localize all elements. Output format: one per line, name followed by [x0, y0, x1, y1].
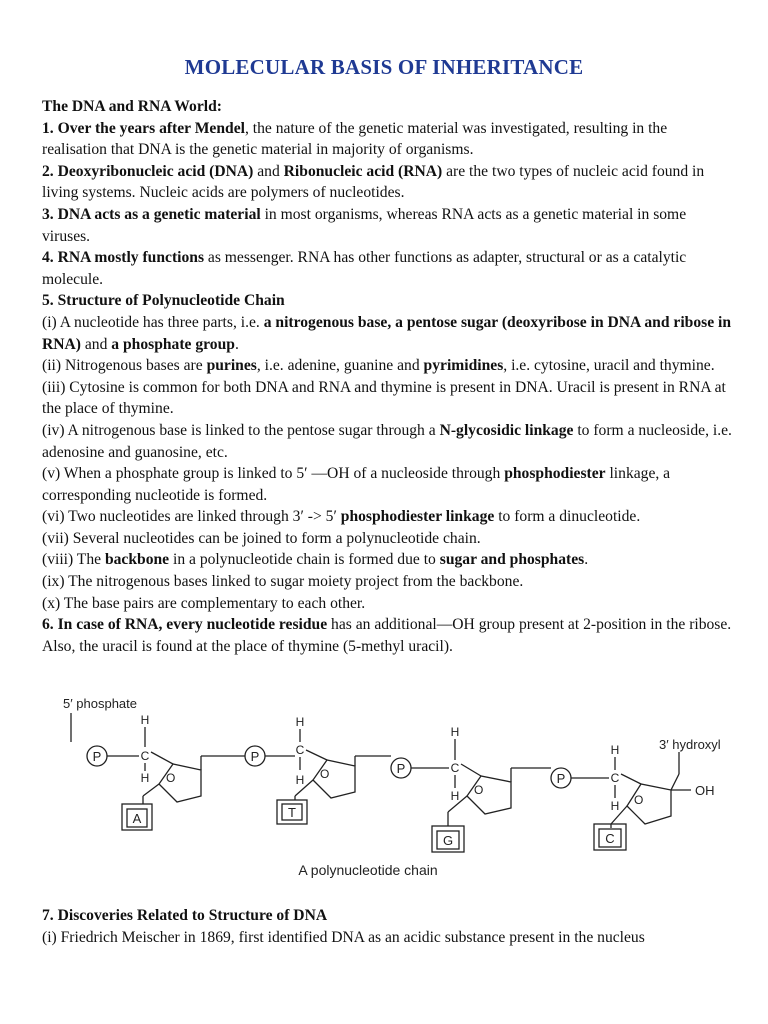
p6-text: has an additional—OH group present at 2-position in the ribose. Also, the uracil is found at the place of thymine (5-methyl uracil).: [42, 616, 732, 655]
p2-bold-1: Deoxyribonucleic acid (DNA): [57, 162, 254, 180]
page-title: MOLECULAR BASIS OF INHERITANCE: [184, 55, 584, 79]
carbon-3: C: [450, 761, 460, 775]
p2-text-1: and: [253, 162, 284, 180]
hydrogen-bottom-1: H: [140, 771, 150, 785]
p2-number: 2.: [42, 162, 58, 180]
ring-oxygen-2: O: [320, 767, 330, 781]
section-7-heading-text: 7. Discoveries Related to Structure of DNA: [42, 907, 328, 924]
p5ii-text-1: (ii) Nitrogenous bases are: [42, 357, 207, 375]
p5ii-bold-2: pyrimidines: [423, 357, 504, 375]
hydrogen-top-3: H: [450, 725, 460, 739]
base-label-3: G: [442, 833, 454, 848]
p5iv-text-2: to form a nucleoside, i.e. adenosine and guanosine, etc.: [42, 421, 732, 461]
ring-oxygen-1: O: [166, 771, 176, 785]
hydrogen-bottom-3: H: [450, 789, 460, 803]
section-5-heading-text: 5. Structure of Polynucleotide Chain: [42, 292, 285, 310]
p5i-bold-1: a nitrogenous base, a pentose sugar (deoxyribose in DNA and ribose in RNA): [42, 313, 732, 353]
paragraph-6: [42, 614, 732, 657]
nucleotide-3: [391, 725, 551, 852]
carbon-4: C: [610, 771, 620, 785]
paragraph-4: [42, 247, 732, 290]
p3-bold: DNA acts as a genetic material: [57, 205, 261, 223]
item-7-i: (i) Friedrich Meischer in 1869, first identified DNA as an acidic substance present in the nucleus: [42, 928, 645, 946]
p4-bold: RNA mostly functions: [57, 249, 205, 267]
nucleotide-1: [87, 713, 245, 830]
item-5-ii: [42, 355, 732, 377]
p5vi-text-2: to form a dinucleotide.: [494, 508, 641, 526]
hydrogen-top-1: H: [140, 713, 150, 727]
item-5-vii: (vii) Several nucleotides can be joined to form a polynucleotide chain.: [42, 529, 481, 547]
p1-text: , the nature of the genetic material was investigated, resulting in the realisation that DNA is the genetic material in majority of organisms.: [42, 119, 668, 159]
p5vi-text-1: (vi) Two nucleotides are linked through 3′ -> 5′: [42, 508, 341, 526]
item-5-viii: [42, 549, 732, 571]
p5i-text-1: (i) A nucleotide has three parts, i.e.: [42, 313, 264, 331]
carbon-1: C: [140, 749, 150, 763]
p5viii-text-1: (viii) The: [42, 551, 105, 569]
intro-heading: [42, 96, 732, 118]
p6-bold: In case of RNA, every nucleotide residue: [57, 616, 328, 634]
p5ii-text-3: , i.e. cytosine, uracil and thymine.: [503, 357, 715, 375]
nucleotide-4: [551, 737, 721, 850]
p5ii-bold-1: purines: [206, 357, 257, 375]
document-body: [42, 96, 732, 657]
p5v-bold-1: phosphodiester: [504, 465, 606, 483]
p1-number: 1.: [42, 119, 58, 137]
p5i-text-2: and: [80, 335, 112, 353]
base-label-2: T: [288, 805, 296, 820]
section-5-heading: [42, 290, 732, 312]
p5i-text-3: .: [234, 335, 239, 353]
item-5-iii: (iii) Cytosine is common for both DNA and RNA and thymine is present in DNA. Uracil is present in RNA at the place of thymine.: [42, 378, 726, 418]
nucleotide-2: [245, 715, 391, 824]
item-5-x: (x) The base pairs are complementary to each other.: [42, 594, 366, 612]
phosphate-label-4: P: [556, 771, 566, 786]
item-5-v: [42, 463, 732, 506]
p3-number: 3.: [42, 205, 58, 223]
phosphate-label-3: P: [396, 761, 406, 776]
ring-oxygen-4: O: [634, 793, 644, 807]
phosphate-label-1: P: [92, 749, 102, 764]
label-3-prime-hydroxyl: 3′ hydroxyl: [659, 737, 721, 752]
p5vi-bold-1: phosphodiester linkage: [340, 508, 495, 526]
item-5-vi: [42, 506, 732, 528]
section-7: [42, 905, 732, 948]
paragraph-1: [42, 118, 732, 161]
p4-number: 4.: [42, 249, 58, 267]
polynucleotide-chain-figure: [55, 692, 755, 887]
p5viii-bold-2: sugar and phosphates: [439, 551, 585, 569]
p2-bold-2: Ribonucleic acid (RNA): [283, 162, 443, 180]
figure-caption: A polynucleotide chain: [298, 862, 438, 878]
paragraph-3: [42, 204, 732, 247]
p5iv-bold-1: N-glycosidic linkage: [439, 421, 574, 439]
hydrogen-top-2: H: [295, 715, 305, 729]
p5viii-text-2: in a polynucleotide chain is formed due to: [169, 551, 440, 569]
p5ii-text-2: , i.e. adenine, guanine and: [256, 357, 424, 375]
phosphate-label-2: P: [250, 749, 260, 764]
hydrogen-bottom-4: H: [610, 799, 620, 813]
p5i-bold-2: a phosphate group: [111, 335, 235, 353]
paragraph-2: [42, 161, 732, 204]
p1-bold: Over the years after Mendel: [57, 119, 245, 137]
hydrogen-bottom-2: H: [295, 773, 305, 787]
base-label-4: C: [605, 831, 615, 846]
p5viii-bold-1: backbone: [104, 551, 170, 569]
hydrogen-top-4: H: [610, 743, 620, 757]
p2-text-2: are the two types of nucleic acid found in living systems. Nucleic acids are polymers of nucleotides.: [42, 162, 705, 202]
base-label-1: A: [132, 811, 142, 826]
item-5-i: [42, 312, 732, 355]
p4-text: as messenger. RNA has other functions as adapter, structural or as a catalytic molecule.: [42, 249, 687, 288]
p5v-text-2: linkage, a corresponding nucleotide is formed.: [42, 465, 671, 504]
p3-text: in most organisms, whereas RNA acts as a genetic material in some viruses.: [42, 205, 687, 245]
oh-label: OH: [695, 783, 715, 798]
section-7-heading: [42, 905, 732, 927]
item-5-iv: [42, 420, 732, 463]
p6-number: 6.: [42, 616, 58, 634]
ring-oxygen-3: O: [474, 783, 484, 797]
p5iv-text-1: (iv) A nitrogenous base is linked to the pentose sugar through a: [42, 421, 440, 439]
p5v-text-1: (v) When a phosphate group is linked to 5′ —OH of a nucleoside through: [42, 465, 505, 483]
p5viii-text-3: .: [584, 551, 589, 569]
carbon-2: C: [295, 743, 305, 757]
intro-heading-text: The DNA and RNA World:: [42, 98, 222, 115]
polynucleotide-chain-diagram: [55, 692, 755, 887]
label-5-prime-phosphate: 5′ phosphate: [63, 696, 138, 711]
item-5-ix: (ix) The nitrogenous bases linked to sugar moiety project from the backbone.: [42, 573, 524, 591]
